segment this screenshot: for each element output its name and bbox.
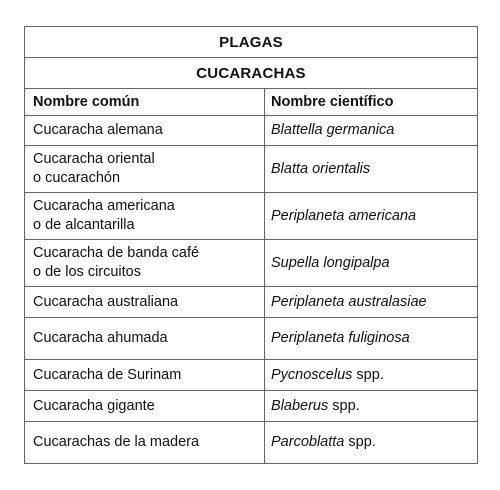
common-name-line: o de alcantarilla bbox=[33, 217, 135, 233]
scientific-name-suffix: spp. bbox=[352, 366, 384, 383]
scientific-name-cell bbox=[265, 116, 478, 146]
scientific-name-cell bbox=[265, 360, 478, 391]
common-name-line: o cucarachón bbox=[33, 170, 121, 186]
scientific-name: Blaberus bbox=[271, 397, 329, 414]
common-name-cell bbox=[25, 287, 265, 318]
scientific-name-cell bbox=[265, 391, 478, 422]
common-name-cell bbox=[25, 422, 265, 464]
common-name-cell bbox=[25, 360, 265, 391]
table-row bbox=[25, 287, 477, 318]
table-row bbox=[25, 391, 477, 422]
scientific-name-cell bbox=[265, 287, 478, 318]
scientific-name-suffix: spp. bbox=[328, 397, 360, 414]
common-name-cell bbox=[25, 193, 265, 240]
common-name-line: Cucaracha de Surinam bbox=[33, 366, 182, 383]
table-title: PLAGAS bbox=[25, 27, 477, 58]
scientific-name-suffix: spp. bbox=[344, 434, 376, 450]
scientific-name: Pycnoscelus bbox=[271, 366, 353, 383]
table-row bbox=[25, 146, 477, 193]
table-row bbox=[25, 193, 477, 240]
table-subtitle: CUCARACHAS bbox=[25, 58, 477, 89]
common-name-cell bbox=[25, 240, 265, 287]
common-name-line: Cucaracha australiana bbox=[33, 293, 179, 310]
common-name-line: Cucaracha de banda café bbox=[33, 245, 200, 261]
common-name-cell bbox=[25, 146, 265, 193]
common-name-cell bbox=[25, 116, 265, 146]
table-row bbox=[25, 318, 477, 360]
table-row bbox=[25, 422, 477, 464]
common-name-line: Cucaracha americana bbox=[33, 198, 175, 214]
table-row bbox=[25, 240, 477, 287]
common-name-line: Cucaracha ahumada bbox=[33, 330, 168, 346]
common-name-cell bbox=[25, 318, 265, 360]
header-row bbox=[25, 89, 477, 116]
scientific-name: Periplaneta americana bbox=[271, 207, 417, 224]
scientific-name: Parcoblatta bbox=[271, 434, 345, 450]
pests-table bbox=[24, 26, 478, 464]
common-name-line: Cucaracha alemana bbox=[33, 122, 163, 138]
common-name-line: o de los circuitos bbox=[33, 264, 141, 280]
scientific-name: Periplaneta australasiae bbox=[271, 293, 427, 310]
column-header-scientific-name: Nombre científico bbox=[265, 89, 478, 116]
common-name-cell bbox=[25, 391, 265, 422]
scientific-name-cell bbox=[265, 146, 478, 193]
common-name-line: Cucarachas de la madera bbox=[33, 434, 200, 450]
scientific-name-cell bbox=[265, 422, 478, 464]
scientific-name: Blattella germanica bbox=[271, 122, 395, 138]
scientific-name: Blatta orientalis bbox=[271, 160, 371, 177]
scientific-name: Periplaneta fuliginosa bbox=[271, 330, 410, 346]
table-row bbox=[25, 360, 477, 391]
species-table bbox=[25, 89, 477, 464]
column-header-common-name: Nombre común bbox=[25, 89, 265, 116]
scientific-name-cell bbox=[265, 193, 478, 240]
common-name-line: Cucaracha oriental bbox=[33, 151, 155, 167]
scientific-name: Supella longipalpa bbox=[271, 254, 390, 271]
table-row bbox=[25, 116, 477, 146]
scientific-name-cell bbox=[265, 240, 478, 287]
common-name-line: Cucaracha gigante bbox=[33, 397, 155, 414]
scientific-name-cell bbox=[265, 318, 478, 360]
